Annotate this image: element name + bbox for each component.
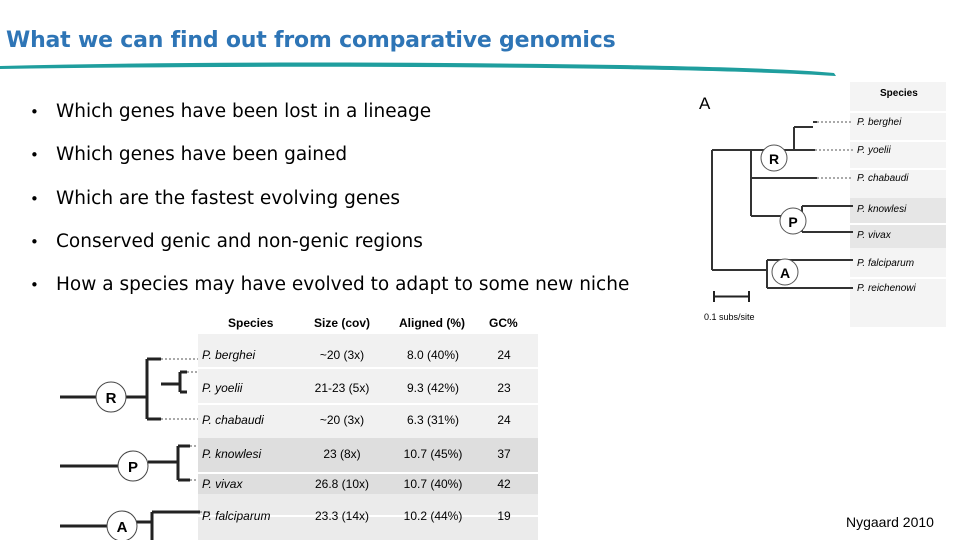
species-label: P. berghei bbox=[857, 117, 902, 128]
species-label: P. reichenowi bbox=[857, 283, 916, 294]
clade-node bbox=[780, 208, 806, 234]
clade-label: P bbox=[127, 459, 139, 476]
species-label: P. knowlesi bbox=[857, 204, 907, 215]
genome-table-figure bbox=[60, 312, 538, 540]
species-header: Species bbox=[880, 88, 918, 99]
bullet-item bbox=[30, 187, 629, 230]
bullet-text: Which are the fastest evolving genes bbox=[56, 187, 400, 209]
table-cell-gc: 19 bbox=[497, 509, 511, 523]
scale-bar bbox=[714, 291, 749, 302]
table-cell-size: ~20 (3x) bbox=[319, 413, 365, 427]
table-cell-aligned: 10.7 (45%) bbox=[403, 447, 463, 461]
clade-label: R bbox=[768, 151, 780, 167]
table-header: Species bbox=[228, 316, 274, 330]
citation: Nygaard 2010 bbox=[846, 514, 934, 530]
species-label: P. falciparum bbox=[857, 258, 915, 269]
bullet-item bbox=[30, 143, 629, 186]
table-cell-species: P. berghei bbox=[202, 348, 256, 362]
clade-node bbox=[96, 382, 126, 412]
bullet-item bbox=[30, 273, 629, 316]
table-cell-gc: 42 bbox=[497, 477, 511, 491]
table-cell-size: 23.3 (14x) bbox=[314, 509, 370, 523]
table-cell-gc: 37 bbox=[497, 447, 511, 461]
bullet-item bbox=[30, 100, 629, 143]
species-label: P. chabaudi bbox=[857, 173, 909, 184]
bullet-text: Which genes have been gained bbox=[56, 144, 348, 166]
table-header: GC% bbox=[489, 316, 518, 330]
slide-title: What we can find out from comparative genomics bbox=[6, 28, 616, 53]
table-cell-size: ~20 (3x) bbox=[319, 348, 365, 362]
species-label: P. vivax bbox=[857, 230, 891, 241]
panel-label: A bbox=[699, 94, 711, 113]
clade-label: P bbox=[788, 214, 798, 230]
species-label: P. yoelii bbox=[857, 145, 891, 156]
clade-label: A bbox=[116, 519, 128, 536]
bullet-item bbox=[30, 230, 629, 273]
table-cell-size: 21-23 (5x) bbox=[314, 381, 370, 395]
table-cell-species: P. knowlesi bbox=[202, 447, 262, 461]
title-underline bbox=[0, 57, 960, 81]
table-cell-species: P. falciparum bbox=[202, 509, 271, 523]
table-cell-size: 23 (8x) bbox=[323, 447, 361, 461]
clade-node bbox=[772, 259, 798, 285]
bullet-list bbox=[30, 100, 629, 316]
table-cell-gc: 23 bbox=[497, 381, 511, 395]
bullet-dot-icon: • bbox=[30, 189, 39, 208]
bullet-dot-icon: • bbox=[30, 276, 39, 295]
clade-node bbox=[107, 511, 137, 540]
table-cell-species: P. yoelii bbox=[202, 381, 243, 395]
bullet-dot-icon: • bbox=[30, 232, 39, 251]
table-header: Size (cov) bbox=[314, 316, 371, 330]
bullet-text: How a species may have evolved to adapt to some new niche bbox=[56, 274, 630, 296]
clade-label: A bbox=[779, 265, 791, 281]
table-cell-size: 26.8 (10x) bbox=[314, 477, 370, 491]
table-cell-gc: 24 bbox=[497, 413, 511, 427]
table-cell-aligned: 10.2 (44%) bbox=[403, 509, 463, 523]
table-cell-species: P. vivax bbox=[202, 477, 243, 491]
table-cell-aligned: 9.3 (42%) bbox=[406, 381, 460, 395]
phylogeny-figure-a bbox=[696, 82, 946, 327]
table-header: Aligned (%) bbox=[399, 316, 465, 330]
scale-label: 0.1 subs/site bbox=[704, 312, 755, 322]
bullet-dot-icon: • bbox=[30, 146, 39, 165]
table-cell-aligned: 10.7 (40%) bbox=[403, 477, 463, 491]
clade-label: R bbox=[105, 390, 117, 407]
bullet-dot-icon: • bbox=[30, 103, 39, 121]
table-cell-gc: 24 bbox=[497, 348, 511, 362]
table-cell-aligned: 8.0 (40%) bbox=[406, 348, 460, 362]
table-cell-species: P. chabaudi bbox=[202, 413, 264, 427]
bullet-text: Conserved genic and non-genic regions bbox=[56, 230, 423, 252]
clade-node bbox=[761, 145, 787, 171]
bullet-text: Which genes have been lost in a lineage bbox=[56, 101, 432, 122]
table-cell-aligned: 6.3 (31%) bbox=[406, 413, 460, 427]
clade-node bbox=[118, 451, 148, 481]
